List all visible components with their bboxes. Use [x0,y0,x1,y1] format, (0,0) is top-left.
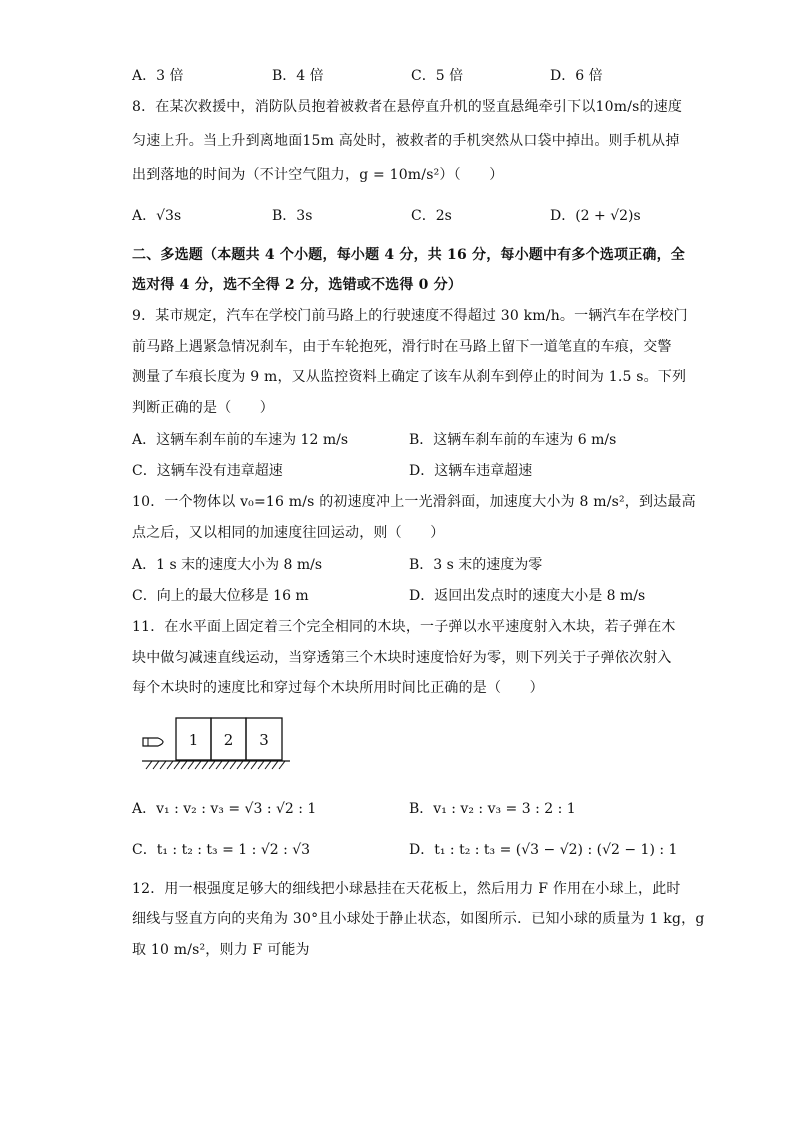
q8-line-2: 匀速上升。当上升到离地面15m 高处时，被救者的手机突然从口袋中掉出。则手机从掉 [132,133,680,149]
q9-line-3: 测量了车痕长度为 9 m，又从监控资料上确定了该车从刹车到停止的时间为 1.5 s。下列 [132,369,687,385]
q11-option-a: A．v₁ : v₂ : v₃ = √3 : √2 : 1 [132,801,317,817]
q9-option-b: B．这辆车刹车前的车速为 6 m/s [409,432,617,448]
section-heading-line-2: 选对得 4 分，选不全得 2 分，选错或不选得 0 分） [132,277,463,293]
q7-option-d: D．6 倍 [550,68,603,84]
q12-line-2: 细线与竖直方向的夹角为 30°且小球处于静止状态，如图所示．已知小球的质量为 1 kg，g [132,911,705,927]
q10-option-b: B．3 s 末的速度为零 [409,557,543,573]
q7-option-c: C．5 倍 [411,68,464,84]
q10-line-2: 点之后，又以相同的加速度往回运动，则（ ） [132,525,445,541]
q10-option-c: C．向上的最大位移是 16 m [132,588,309,604]
q11-option-b: B．v₁ : v₂ : v₃ = 3 : 2 : 1 [409,801,576,817]
q8-option-d: D．(2 + √2)s [550,208,641,224]
q11-option-d: D．t₁ : t₂ : t₃ = (√3 − √2) : (√2 − 1) : 1 [409,842,678,858]
q11-line-1: 11．在水平面上固定着三个完全相同的木块，一子弹以水平速度射入木块，若子弹在木 [132,619,676,635]
q7-option-a: A．3 倍 [132,68,184,84]
bullet-icon [143,738,163,746]
q9-option-d: D．这辆车违章超速 [409,463,533,479]
q9-option-c: C．这辆车没有违章超速 [132,463,283,479]
q12-line-1: 12．用一根强度足够大的细线把小球悬挂在天花板上，然后用力 F 作用在小球上，此时 [132,881,681,897]
q11-line-2: 块中做匀减速直线运动，当穿透第三个木块时速度恰好为零，则下列关于子弹依次射入 [132,650,672,666]
block-1-label: 1 [188,731,199,749]
q7-option-b: B．4 倍 [272,68,324,84]
q9-line-2: 前马路上遇紧急情况刹车，由于车轮抱死，滑行时在马路上留下一道笔直的车痕，交警 [132,339,672,355]
q8-option-a: A．√3s [132,208,182,224]
q8-line-3: 出到落地的时间为（不计空气阻力，g = 10m/s²）（ ） [132,167,504,183]
ground-hatching [146,761,285,769]
q10-line-1: 10．一个物体以 v₀=16 m/s 的初速度冲上一光滑斜面，加速度大小为 8 m/s²，到达最高 [132,494,696,510]
section-heading-line-1: 二、多选题（本题共 4 个小题，每小题 4 分，共 16 分，每小题中有多个选项正确，全 [132,247,686,263]
q11-option-c: C．t₁ : t₂ : t₃ = 1 : √2 : √3 [132,842,311,858]
q8-option-b: B．3s [272,208,313,224]
q10-option-d: D．返回出发点时的速度大小是 8 m/s [409,588,646,604]
q12-line-3: 取 10 m/s²，则力 F 可能为 [132,942,310,958]
q8-line-1: 8．在某次救援中，消防队员抱着被救者在悬停直升机的竖直悬绳牵引下以10m/s的速度 [132,99,683,115]
bullet-blocks-diagram [138,716,298,772]
q9-line-1: 9．某市规定，汽车在学校门前马路上的行驶速度不得超过 30 km/h。一辆汽车在学校门 [132,308,688,324]
q9-line-4: 判断正确的是（ ） [132,400,274,416]
q11-line-3: 每个木块时的速度比和穿过每个木块所用时间比正确的是（ ） [132,680,544,696]
block-2-label: 2 [223,731,234,749]
q8-option-c: C．2s [411,208,452,224]
block-3-label: 3 [259,731,269,749]
q10-option-a: A．1 s 末的速度大小为 8 m/s [132,557,323,573]
q9-option-a: A．这辆车刹车前的车速为 12 m/s [132,432,349,448]
